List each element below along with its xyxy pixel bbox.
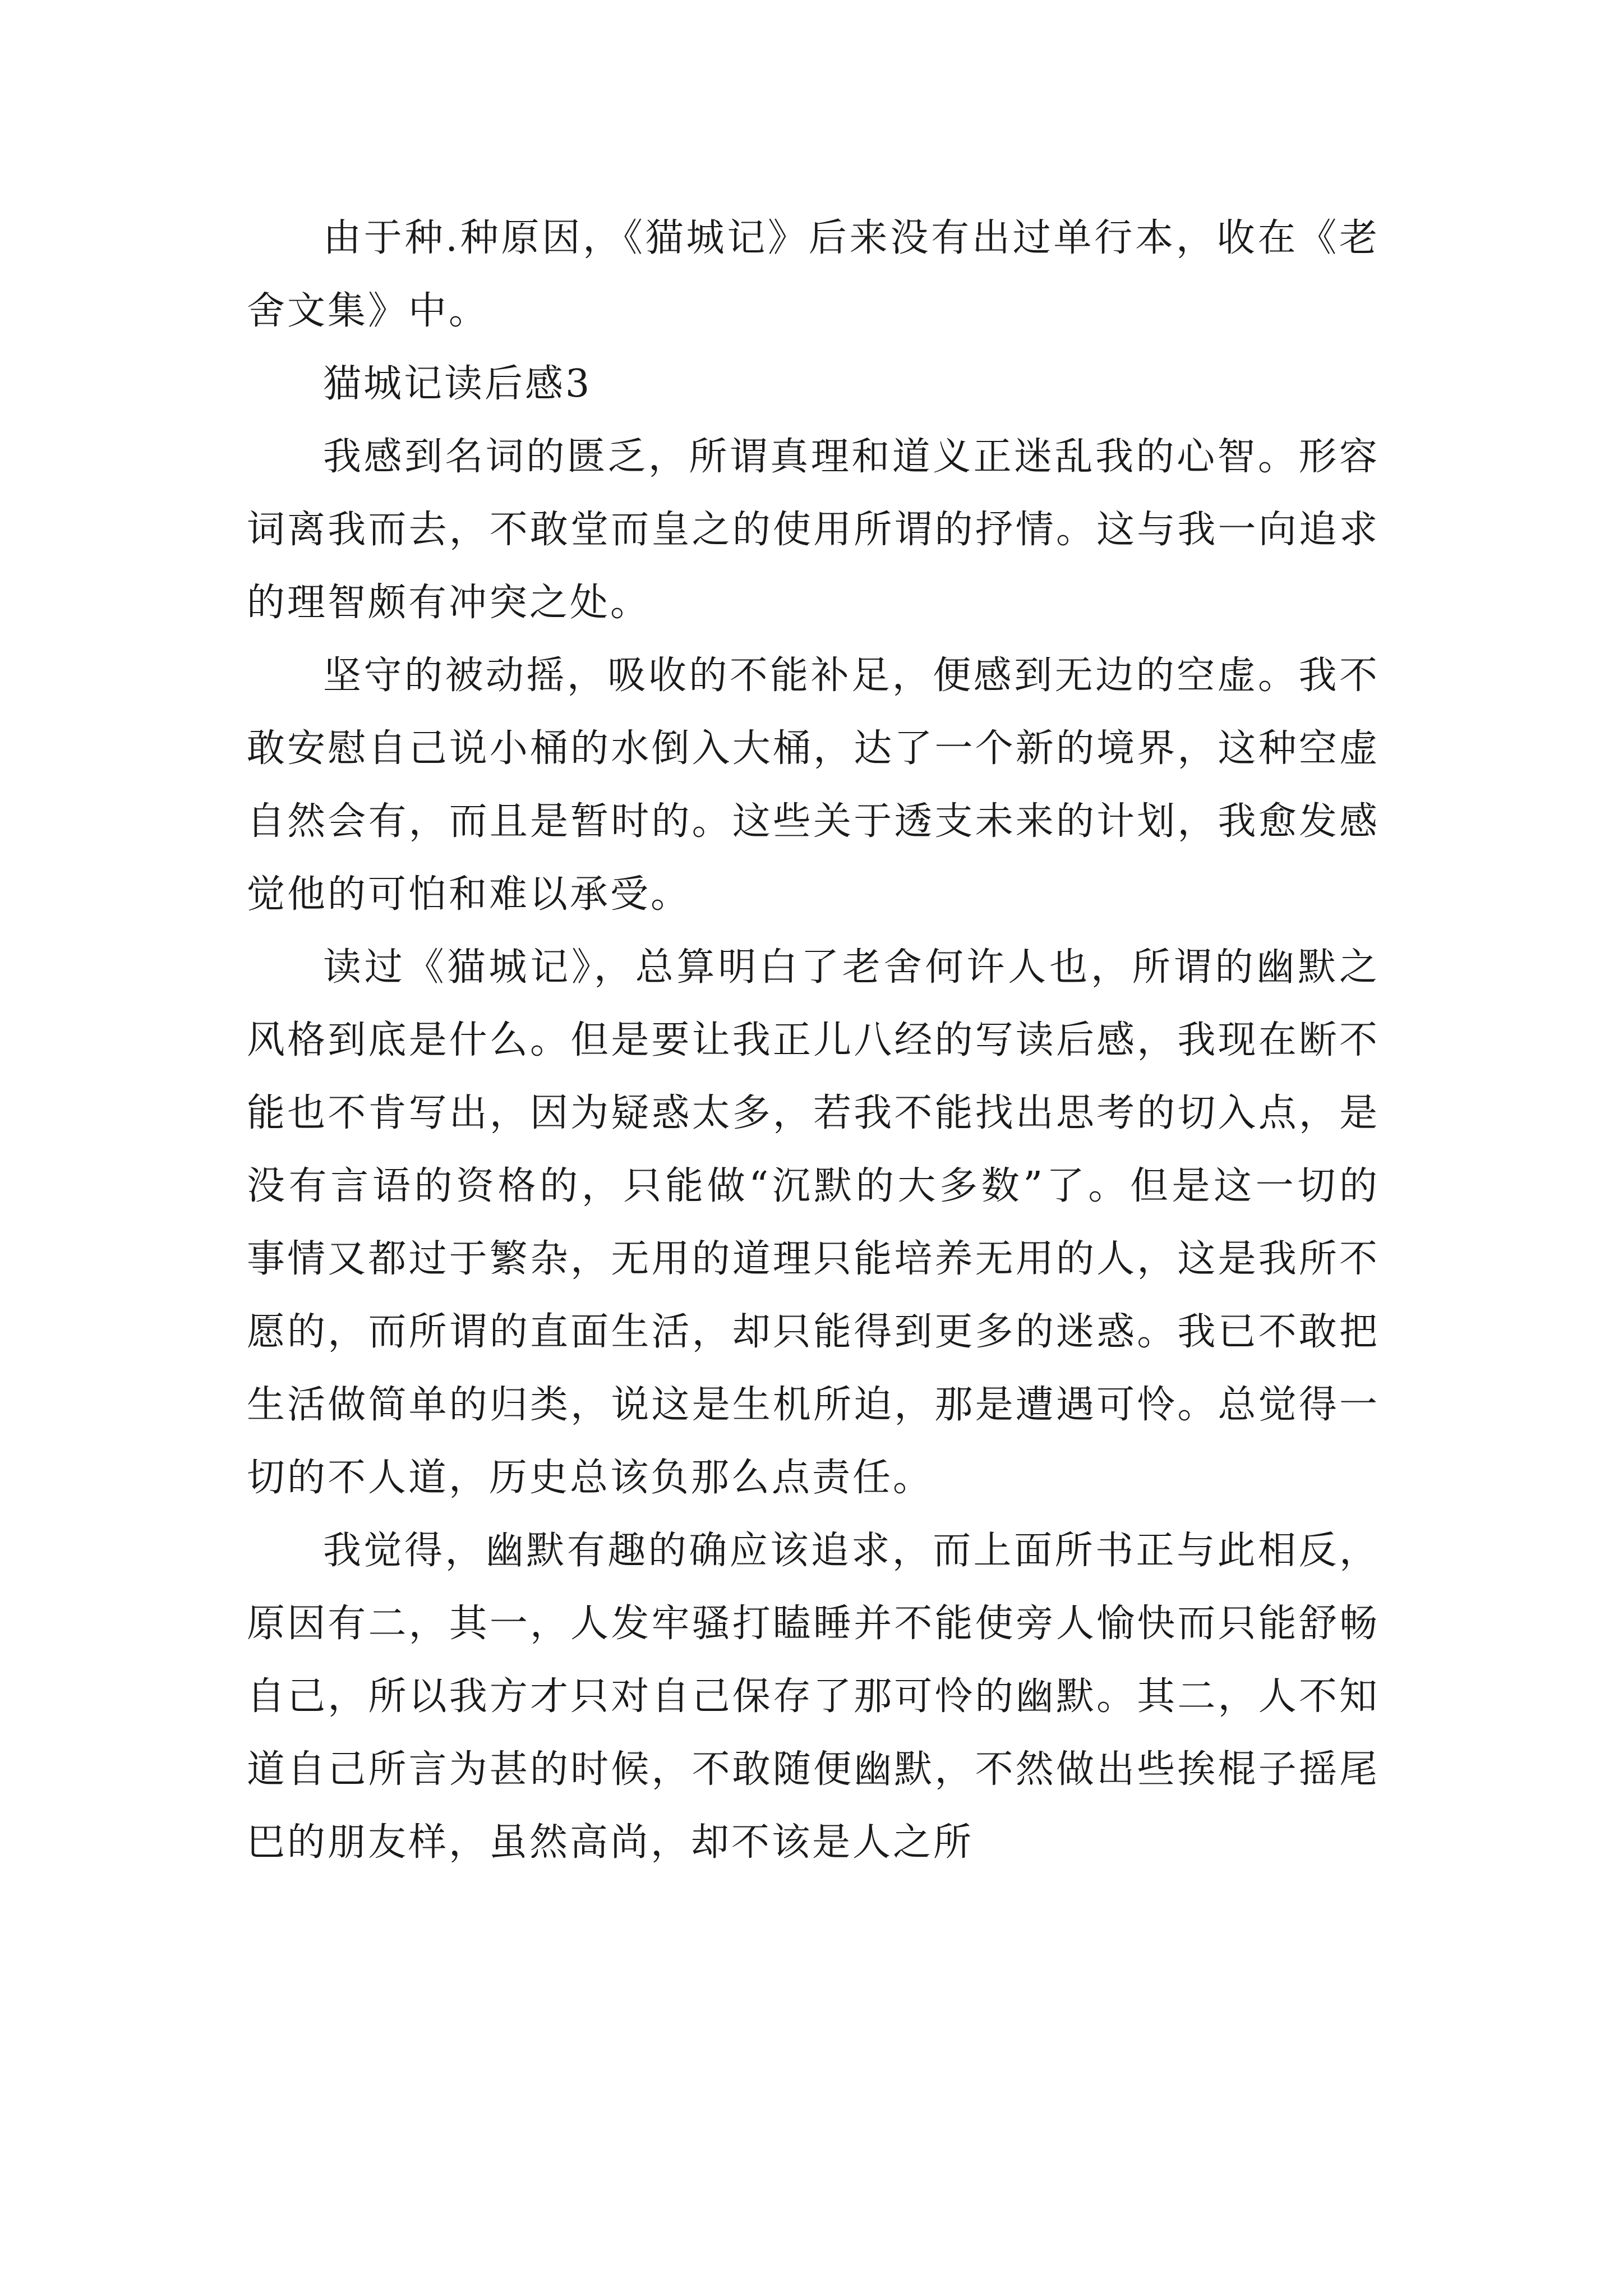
section-heading: 猫城记读后感3 (323, 362, 592, 406)
paragraph-3: 坚守的被动摇，吸收的不能补足，便感到无边的空虚。我不敢安慰自己说小桶的水倒入大桶，达了一个新的境界，这种空虚自然会有，而且是暂时的。这些关于透支未来的计划，我愈发感觉他的可怕和难以承受。 (247, 654, 1380, 917)
paragraph-5: 我觉得，幽默有趣的确应该追求，而上面所书正与此相反，原因有二，其一，人发牢骚打瞌睡并不能使旁人愉快而只能舒畅自己，所以我方才只对自己保存了那可怜的幽默。其二，人不知道自己所言为甚的时候，不敢随便幽默，不然做出些挨棍子摇尾巴的朋友样，虽然高尚，却不该是人之所 (247, 1529, 1380, 1865)
paragraph-1: 由于种.种原因，《猫城记》后来没有出过单行本，收在《老舍文集》中。 (247, 216, 1380, 333)
paragraph-2: 我感到名词的匮乏，所谓真理和道义正迷乱我的心智。形容词离我而去，不敢堂而皇之的使用所谓的抒情。这与我一向追求的理智颇有冲突之处。 (247, 435, 1380, 625)
document-body (247, 202, 1380, 1879)
paragraph-4: 读过《猫城记》，总算明白了老舍何许人也，所谓的幽默之风格到底是什么。但是要让我正儿八经的写读后感，我现在断不能也不肯写出，因为疑惑太多，若我不能找出思考的切入点，是没有言语的资格的，只能做“沉默的大多数”了。但是这一切的事情又都过于繁杂，无用的道理只能培养无用的人，这是我所不愿的，而所谓的直面生活，却只能得到更多的迷惑。我已不敢把生活做简单的归类，说这是生机所迫，那是遭遇可怜。总觉得一切的不人道，历史总该负那么点责任。 (247, 945, 1380, 1500)
